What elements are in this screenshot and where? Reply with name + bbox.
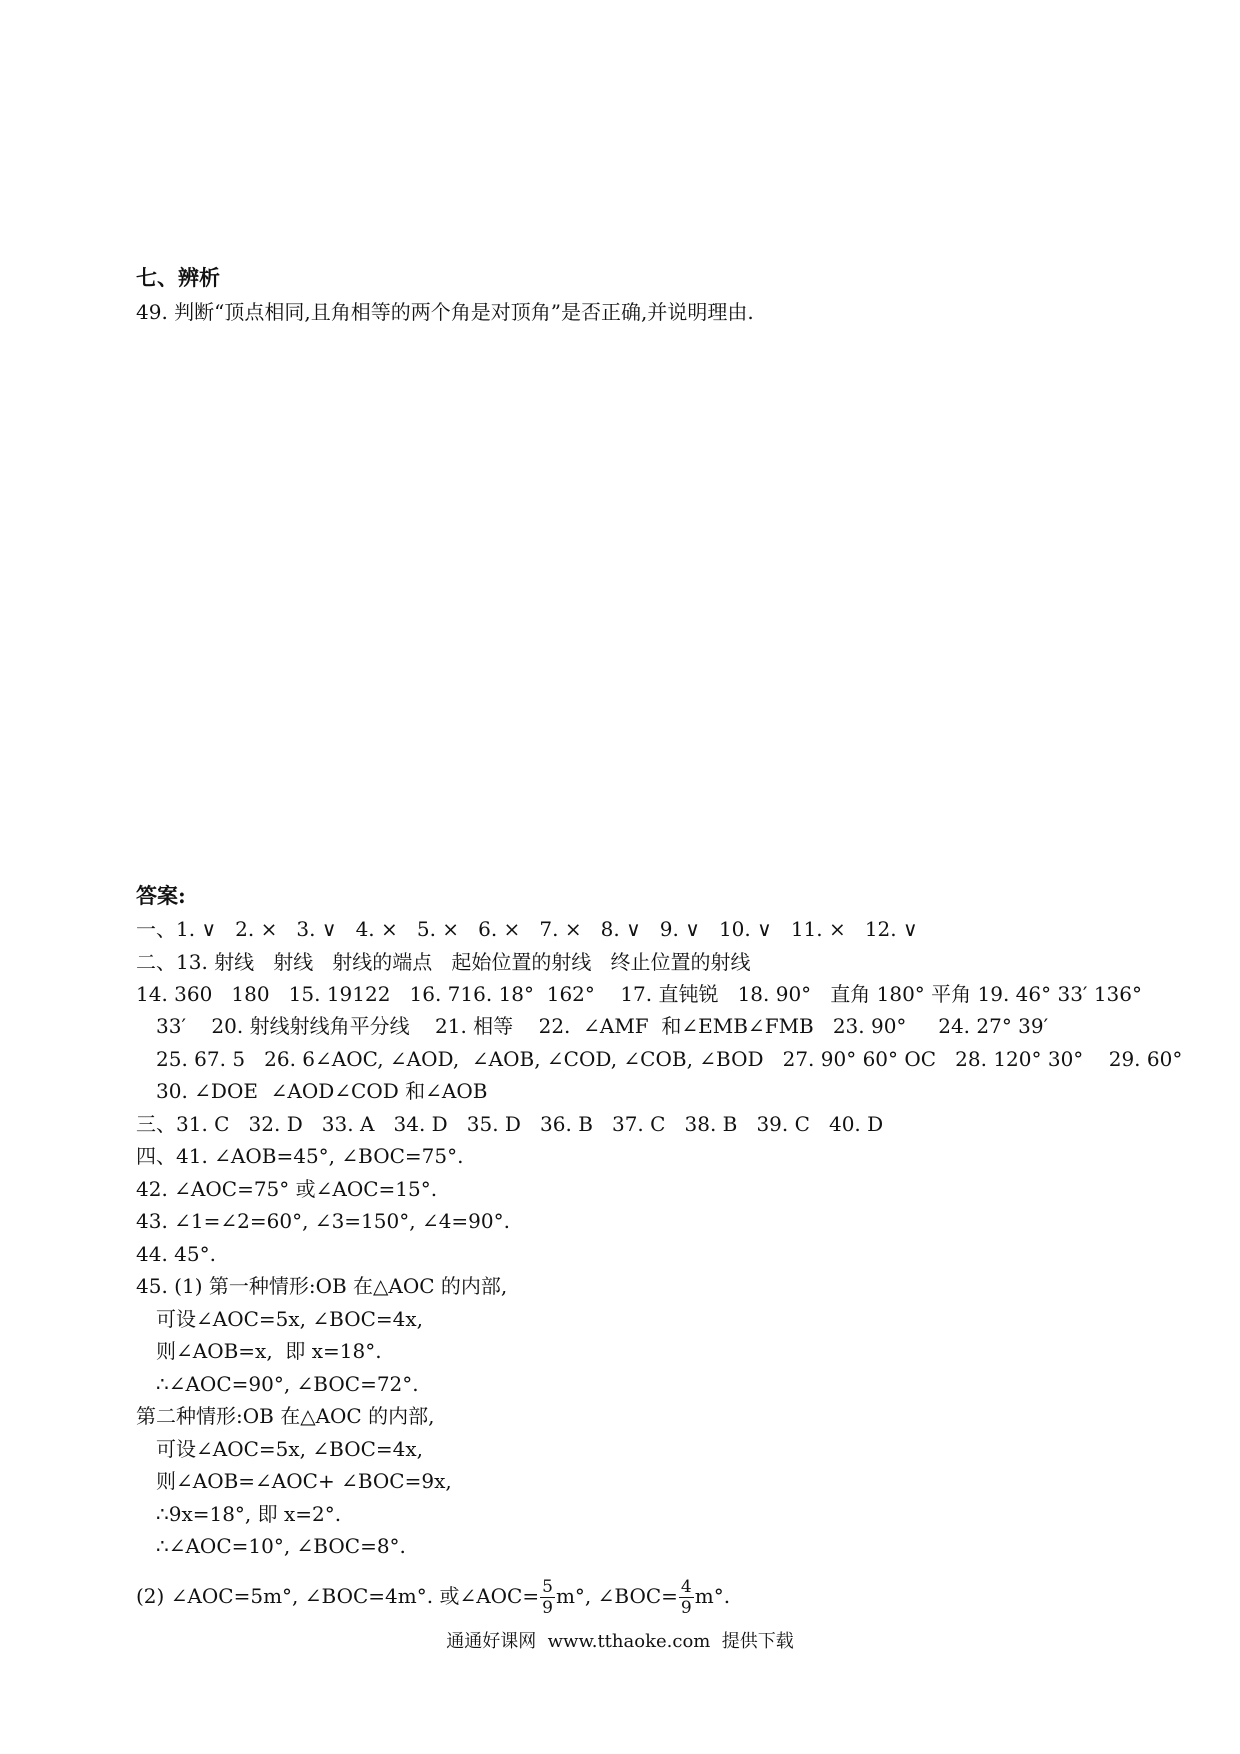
- answer-part: (2) ∠AOC=5m°, ∠BOC=4m°. 或∠AOC=: [136, 1584, 540, 1608]
- answer-line: 45. (1) 第一种情形:OB 在△AOC 的内部,: [136, 1274, 508, 1298]
- answer-line: 四、41. ∠AOB=45°, ∠BOC=75°.: [136, 1144, 464, 1168]
- answer-line: 43. ∠1=∠2=60°, ∠3=150°, ∠4=90°.: [136, 1209, 510, 1233]
- answer-line: 一、1. ∨ 2. × 3. ∨ 4. × 5. × 6. × 7. × 8. ∨ 9. ∨ 10. ∨ 11. × 12. ∨: [136, 917, 918, 941]
- answer-line: 可设∠AOC=5x, ∠BOC=4x,: [156, 1437, 424, 1461]
- answer-part: m°.: [694, 1584, 731, 1608]
- answer-line: 二、13. 射线 射线 射线的端点 起始位置的射线 终止位置的射线: [136, 950, 751, 974]
- answer-line: 第二种情形:OB 在△AOC 的内部,: [136, 1404, 435, 1428]
- fraction-denominator: 9: [542, 1598, 553, 1618]
- answer-line: ∴9x=18°, 即 x=2°.: [156, 1502, 342, 1526]
- answer-line: ∴∠AOC=90°, ∠BOC=72°.: [156, 1372, 419, 1396]
- fraction-numerator: 5: [542, 1577, 553, 1597]
- fraction: [540, 1577, 555, 1618]
- answer-line: 42. ∠AOC=75° 或∠AOC=15°.: [136, 1177, 438, 1201]
- answer-line: ∴∠AOC=10°, ∠BOC=8°.: [156, 1534, 406, 1558]
- answers-heading: 答案:: [136, 883, 186, 908]
- question-49: 49. 判断“顶点相同,且角相等的两个角是对顶角”是否正确,并说明理由.: [136, 300, 754, 324]
- answer-line-fractions: [136, 1572, 730, 1620]
- section-heading: 七、辨析: [136, 265, 220, 290]
- answer-line: 30. ∠DOE ∠AOD∠COD 和∠AOB: [156, 1079, 488, 1103]
- fraction: [679, 1577, 694, 1618]
- answer-line: 25. 67. 5 26. 6∠AOC, ∠AOD, ∠AOB, ∠COD, ∠COB, ∠BOD 27. 90° 60° OC 28. 120° 30° 29. 60°: [156, 1047, 1183, 1071]
- page-footer: 通通好课网 www.tthaoke.com 提供下载: [446, 1631, 794, 1652]
- answer-line: 可设∠AOC=5x, ∠BOC=4x,: [156, 1307, 424, 1331]
- fraction-denominator: 9: [680, 1598, 692, 1618]
- answer-line: 14. 360 180 15. 19122 16. 716. 18° 162° 17. 直钝锐 18. 90° 直角 180° 平角 19. 46° 33′ 136°: [136, 982, 1142, 1006]
- answer-line: 则∠AOB=x, 即 x=18°.: [156, 1339, 382, 1363]
- answer-part: m°, ∠BOC=: [555, 1584, 678, 1608]
- fraction-numerator: 4: [680, 1577, 692, 1597]
- answer-line: 则∠AOB=∠AOC+ ∠BOC=9x,: [156, 1469, 452, 1493]
- answer-line: 44. 45°.: [136, 1242, 216, 1266]
- answer-line: 33′ 20. 射线射线角平分线 21. 相等 22. ∠AMF 和∠EMB∠FMB 23. 90° 24. 27° 39′: [156, 1014, 1049, 1038]
- answer-line: 三、31. C 32. D 33. A 34. D 35. D 36. B 37. C 38. B 39. C 40. D: [136, 1112, 884, 1136]
